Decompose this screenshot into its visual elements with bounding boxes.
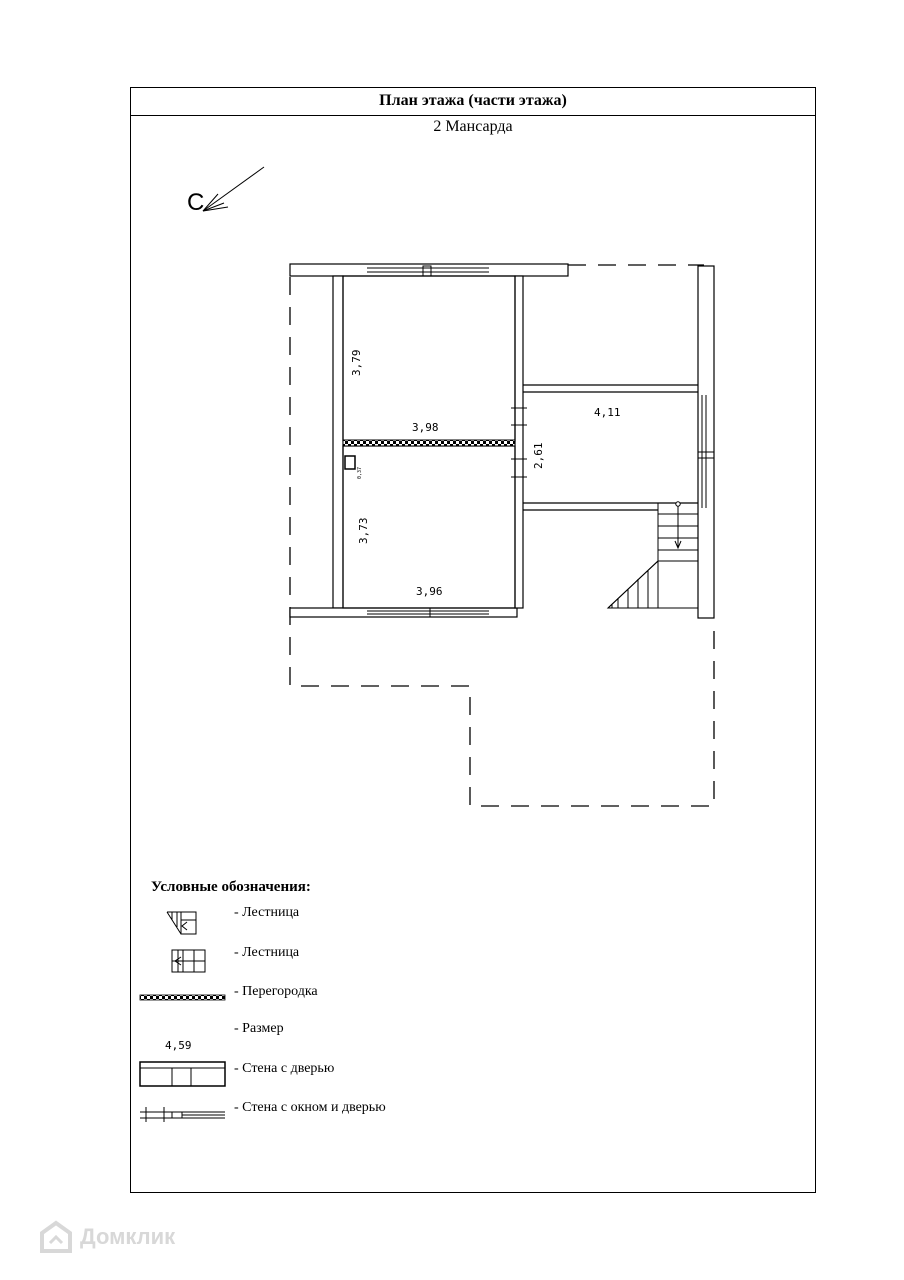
legend-label-wall-door: - Стена с дверью bbox=[234, 1061, 335, 1076]
legend-label-wall-window-door: - Стена с окном и дверью bbox=[234, 1100, 386, 1115]
floor-outline bbox=[290, 265, 714, 806]
dim-lower-left-height: 3,73 bbox=[357, 517, 370, 544]
dim-right-width: 4,11 bbox=[594, 406, 621, 419]
dimension-sample: 4,59 bbox=[165, 1039, 192, 1052]
legend-label-stair-2: - Лестница bbox=[234, 945, 300, 960]
sheet-title: План этажа (части этажа) bbox=[131, 88, 815, 116]
dim-small: 0,37 bbox=[357, 466, 363, 479]
dim-right-height: 2,61 bbox=[532, 442, 545, 469]
house-icon bbox=[38, 1219, 74, 1255]
fixture-box bbox=[345, 456, 355, 469]
dim-upper-left-width: 3,98 bbox=[412, 421, 439, 434]
staircase bbox=[608, 502, 698, 608]
dim-upper-left-height: 3,79 bbox=[350, 349, 363, 376]
partition bbox=[343, 440, 515, 446]
legend-title: Условные обозначения: bbox=[151, 879, 311, 895]
stair-corner-icon bbox=[167, 912, 196, 934]
stair-grid-icon bbox=[172, 950, 205, 972]
legend-label-stair-1: - Лестница bbox=[234, 905, 300, 920]
dim-lower-left-width: 3,96 bbox=[416, 585, 443, 598]
partition-icon bbox=[140, 995, 225, 1000]
watermark bbox=[38, 1219, 175, 1255]
north-arrow bbox=[203, 167, 264, 211]
watermark-text: Домклик bbox=[80, 1224, 176, 1249]
north-label: С bbox=[187, 189, 205, 216]
floor-name: 2 Мансарда bbox=[433, 118, 513, 135]
legend-label-partition: - Перегородка bbox=[234, 984, 318, 999]
wall-window-door-icon bbox=[140, 1107, 225, 1122]
legend-label-dimension: - Размер bbox=[234, 1021, 284, 1036]
wall-door-icon bbox=[140, 1062, 225, 1086]
